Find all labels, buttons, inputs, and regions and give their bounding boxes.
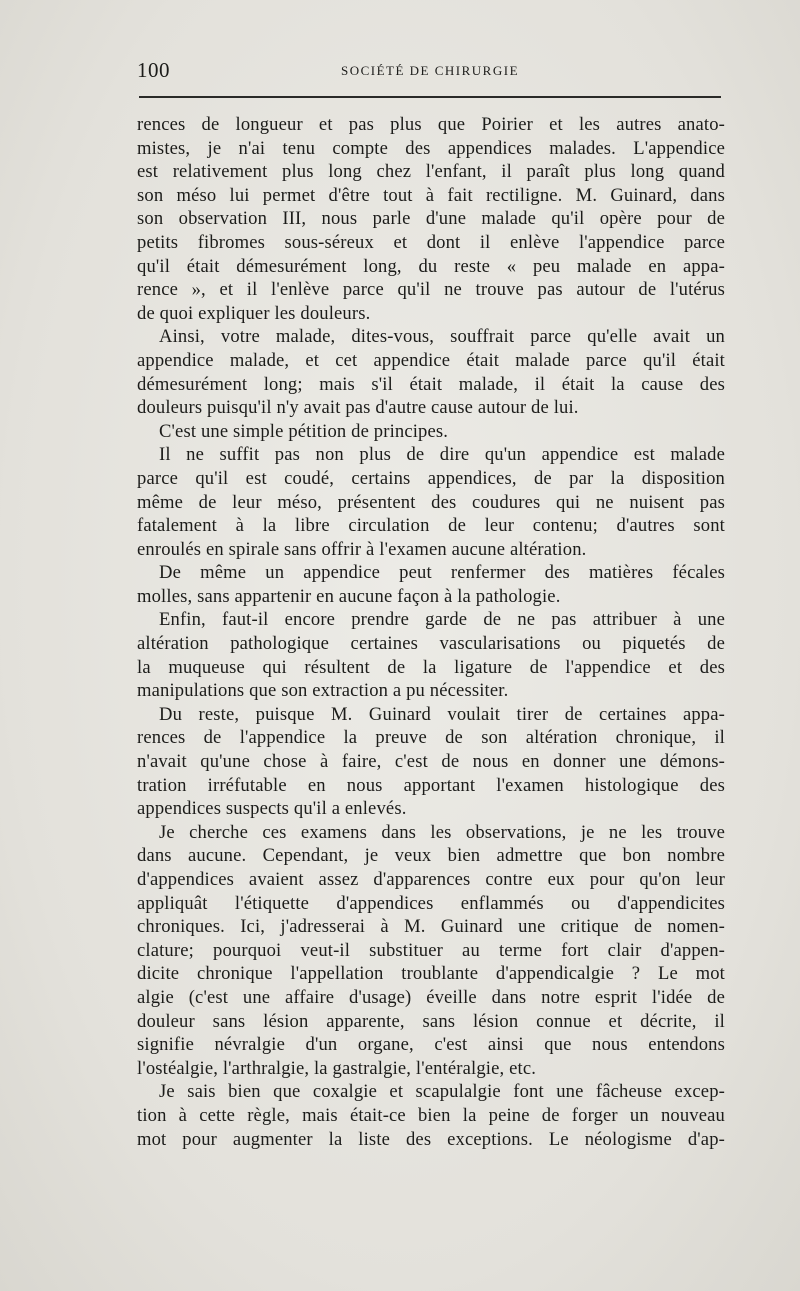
text-line: son méso lui permet d'être tout à fait rectiligne. M. Guinard, dans [137,184,725,206]
text-line: rence », et il l'enlève parce qu'il ne trouve pas autour de l'utérus [137,279,725,301]
text-line: même de leur méso, présentent des coudures qui ne nuisent pas [137,491,725,513]
text-line: enroulés en spirale sans offrir à l'examen aucune altération. [137,538,587,560]
text-line: appendices suspects qu'il a enlevés. [137,798,407,820]
text-line: manipulations que son extraction a pu nécessiter. [137,680,509,702]
text-line: C'est une simple pétition de principes. [159,420,449,442]
text-line: clature; pourquoi veut-il substituer au terme fort clair d'appen- [137,939,725,961]
text-line: son observation III, nous parle d'une malade qu'il opère pour de [137,208,725,230]
text-line: Je cherche ces examens dans les observations, je ne les trouve [159,821,725,843]
text-line: signifie névralgie d'un organe, c'est ainsi que nous entendons [137,1034,725,1056]
text-line: est relativement plus long chez l'enfant, il paraît plus long quand [137,161,725,183]
text-line: de quoi expliquer les douleurs. [137,302,371,324]
text-line: douleur sans lésion apparente, sans lésion connue et décrite, il [137,1010,725,1032]
text-line: mot pour augmenter la liste des exceptions. Le néologisme d'ap- [137,1128,725,1150]
text-line: n'avait qu'une chose à faire, c'est de nous en donner une démons- [137,751,725,773]
text-line: chroniques. Ici, j'adresserai à M. Guinard une critique de nomen- [137,916,725,938]
text-line: molles, sans appartenir en aucune façon à la pathologie. [137,585,561,607]
text-line: Du reste, puisque M. Guinard voulait tirer de certaines appa- [159,703,725,725]
header-rule [139,96,721,98]
text-line: rences de l'appendice la preuve de son altération chronique, il [137,727,725,749]
text-line: douleurs puisqu'il n'y avait pas d'autre cause autour de lui. [137,397,579,419]
page-header [137,56,723,86]
text-line: Il ne suffit pas non plus de dire qu'un appendice est malade [159,444,725,466]
text-line: De même un appendice peut renfermer des matières fécales [159,562,725,584]
text-line: parce qu'il est coudé, certains appendices, de par la disposition [137,467,725,489]
text-line: l'ostéalgie, l'arthralgie, la gastralgie, l'entéralgie, etc. [137,1057,537,1079]
text-line: dicite chronique l'appellation troublante d'appendicalgie ? Le mot [137,963,725,985]
page-number: 100 [137,58,170,82]
text-line: d'appendices avaient assez d'apparences contre eux pour qu'on leur [137,869,725,890]
text-line: démesurément long; mais s'il était malade, il était la cause des [137,373,725,395]
text-line: rences de longueur et pas plus que Poirier et les autres anato- [137,114,725,135]
text-line: mistes, je n'ai tenu compte des appendices malades. L'appendice [137,137,725,159]
text-line: petits fibromes sous-séreux et dont il enlève l'appendice parce [137,231,725,253]
text-line: Je sais bien que coxalgie et scapulalgie font une fâcheuse excep- [159,1081,725,1103]
text-line: la muqueuse qui résultent de la ligature de l'appendice et des [137,656,725,678]
running-head: SOCIÉTÉ DE CHIRURGIE [340,63,520,78]
text-line: qu'il était démesurément long, du reste « peu malade en appa- [137,255,725,277]
text-line: algie (c'est une affaire d'usage) éveille dans notre esprit l'idée de [137,986,725,1008]
text-line: tration irréfutable en nous apportant l'examen histologique des [137,774,725,796]
text-line: appliquât l'étiquette d'appendices enflammés ou d'appendicites [137,892,725,914]
text-line: dans aucune. Cependant, je veux bien admettre que bon nombre [137,845,725,867]
text-line: appendice malade, et cet appendice était malade parce qu'il était [137,349,725,371]
text-line: altération pathologique certaines vascularisations ou piquetés de [137,633,725,655]
text-line: Enfin, faut-il encore prendre garde de ne pas attribuer à une [159,609,725,631]
text-line: tion à cette règle, mais était-ce bien la peine de forger un nouveau [137,1104,725,1126]
text-line: Ainsi, votre malade, dites-vous, souffrait parce qu'elle avait un [159,326,725,348]
text-line: fatalement à la libre circulation de leur contenu; d'autres sont [137,515,725,537]
body-text [137,113,725,1151]
